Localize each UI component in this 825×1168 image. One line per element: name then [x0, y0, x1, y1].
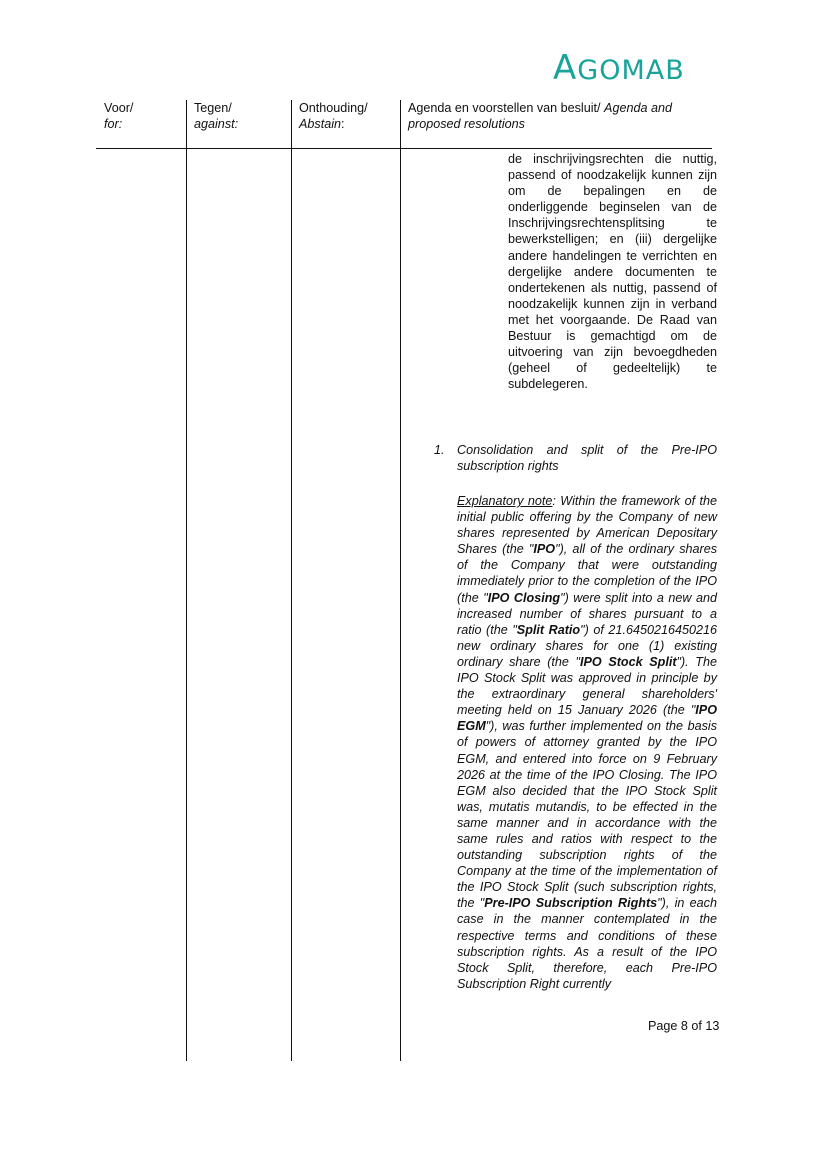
- column-divider-2: [291, 100, 292, 1061]
- continued-resolution-paragraph: de inschrijvingsrechten die nuttig, passend of noodzakelijk kunnen zijn om de bepalingen en de onderliggende beginselen van de Inschrijvingsrechtensplitsing te bewerkstelligen; en (iii) dergelijke andere handelingen te verrichten en dergelijke andere documenten te ondertekenen als nuttig, passend of noodzakelijk kunnen zijn in verband met het voorgaande. De Raad van Bestuur is gemachtigd om de uitvoering van zijn bevoegdheden (geheel of gedeeltelijk) te subdelegeren.: [508, 152, 717, 392]
- column-divider-1: [186, 100, 187, 1061]
- page-number: Page 8 of 13: [648, 1019, 720, 1033]
- column-header-onthouding: Onthouding/ Abstain:: [299, 101, 368, 131]
- column-header-tegen: Tegen/ against:: [194, 101, 239, 131]
- agenda-item-number: 1.: [434, 443, 445, 457]
- logo-initial: A: [553, 48, 578, 88]
- logo-rest: GOMAB: [577, 55, 685, 86]
- agenda-item-title: Consolidation and split of the Pre-IPO subscription rights: [457, 443, 717, 474]
- explanatory-note: Explanatory note: Within the framework of the initial public offering by the Company of new shares represented by American Depositary Shares (the "IPO"), all of the ordinary shares of the Company that were outstanding immediately prior to the completion of the IPO (the "IPO Closing") were split into a new and increased number of shares pursuant to a ratio (the "Split Ratio") of 21.6450216450216 new ordinary shares for one (1) existing ordinary share (the "IPO Stock Split"). The IPO Stock Split was approved in principle by the extraordinary general shareholders' meeting held on 15 January 2026 (the "IPO EGM"), was further implemented on the basis of powers of attorney granted by the IPO EGM, and entered into force on 9 February 2026 at the time of the IPO Closing. The IPO EGM also decided that the IPO Stock Split was, mutatis mutandis, to be effected in the same manner and in accordance with the same rules and ratios with respect to the outstanding subscription rights of the Company at the time of the implementation of the IPO Stock Split (such subscription rights, the "Pre-IPO Subscription Rights"), in each case in the manner contemplated in the respective terms and conditions of these subscription rights. As a result of the IPO Stock Split, therefore, each Pre-IPO Subscription Right currently: [457, 494, 718, 991]
- column-header-voor: Voor/ for:: [104, 101, 134, 131]
- agenda-item-1: [434, 442, 717, 474]
- company-logo: [553, 48, 685, 88]
- column-divider-3: [400, 100, 401, 1061]
- header-rule: [96, 148, 712, 149]
- explanatory-note-label: Explanatory note: [457, 494, 553, 508]
- column-header-agenda: Agenda en voorstellen van besluit/ Agenda and proposed resolutions: [408, 101, 672, 131]
